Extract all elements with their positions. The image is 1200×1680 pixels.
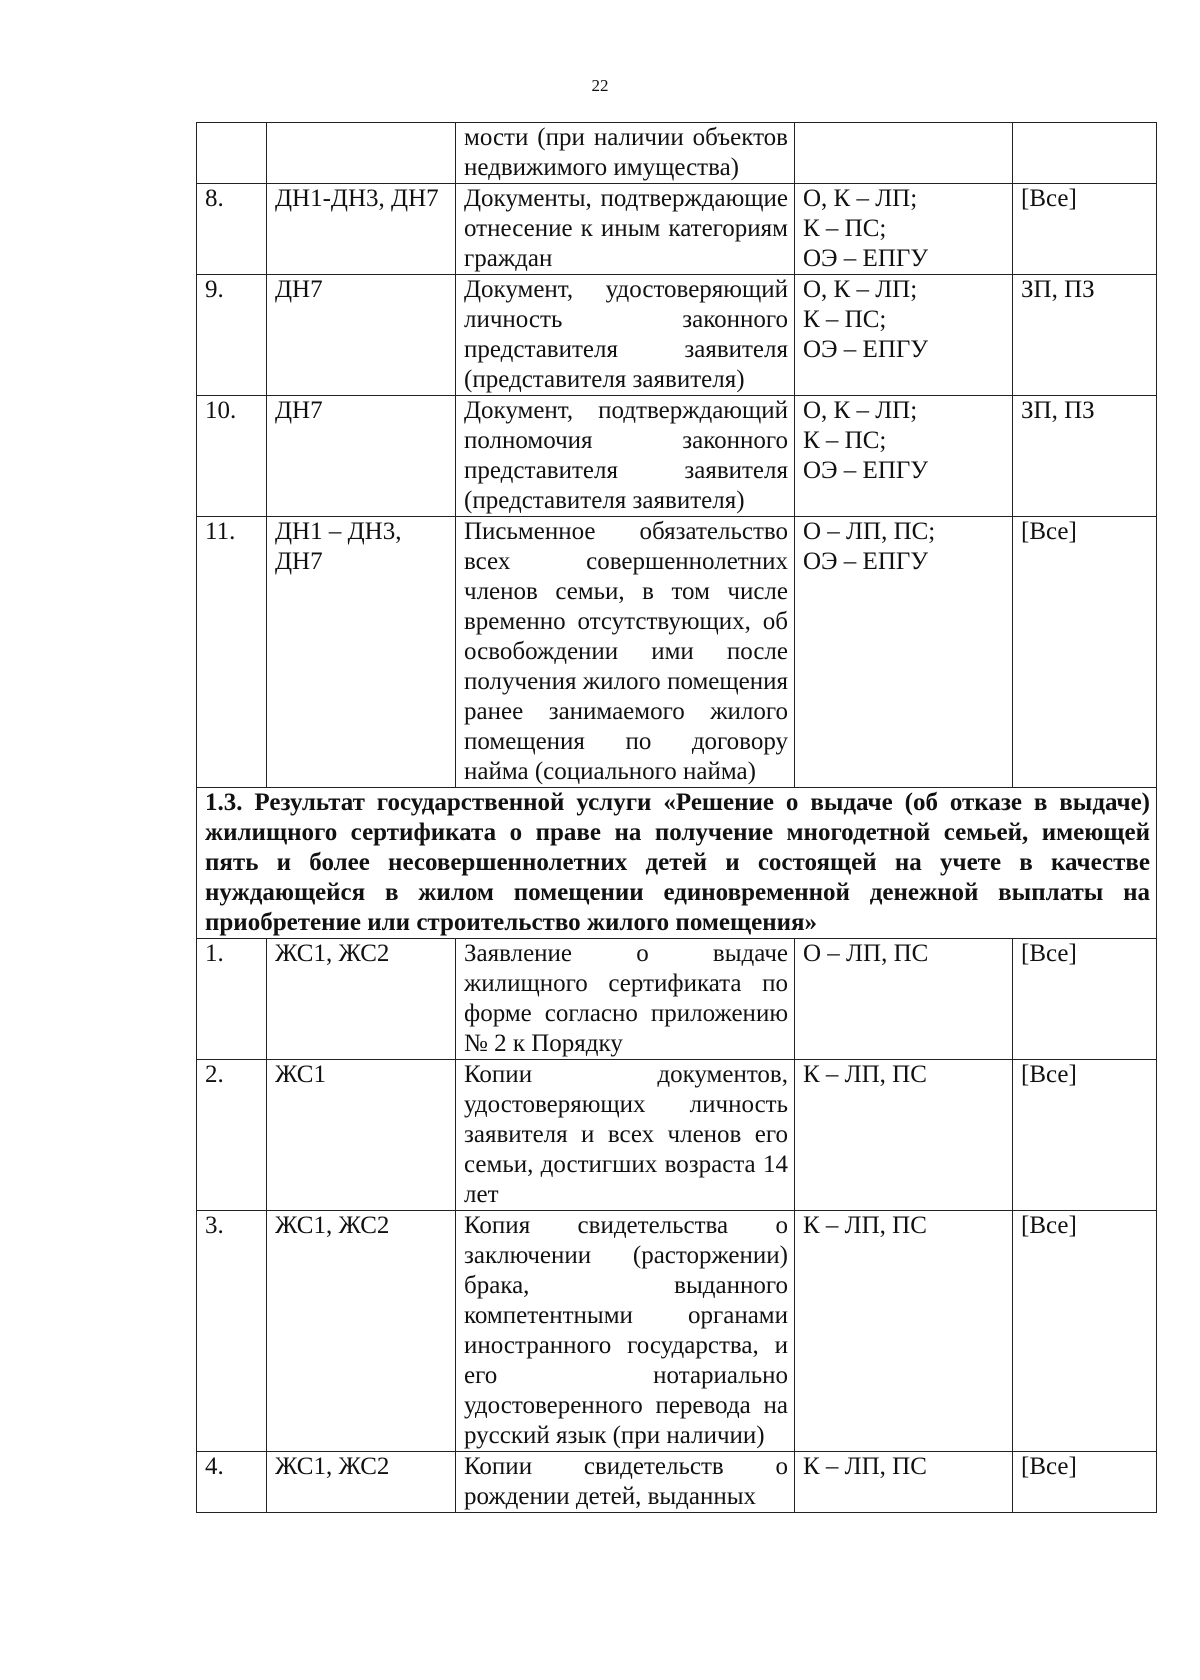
row-codes: ДН1-ДН3, ДН7 (267, 184, 456, 275)
row-codes: ДН7 (267, 396, 456, 517)
row-codes: ЖС1, ЖС2 (267, 939, 456, 1060)
row-submission-method (795, 1211, 1013, 1452)
row-submission-method (795, 517, 1013, 788)
row-codes (267, 123, 456, 184)
table-row (197, 1211, 1157, 1452)
method-line: К – ПС; (803, 215, 887, 242)
row-codes: ДН7 (267, 275, 456, 396)
method-line: К – ЛП, ПС (803, 1061, 927, 1088)
table-row (197, 184, 1157, 275)
row-submission-method (795, 184, 1013, 275)
table-body-bottom (197, 939, 1157, 1513)
row-description: Документ, подтверждающий полномочия законного представителя заявителя (представителя заявителя) (456, 396, 795, 517)
row-number: 3. (197, 1211, 267, 1452)
row-number: 4. (197, 1452, 267, 1513)
row-number: 1. (197, 939, 267, 1060)
method-line: К – ЛП, ПС (803, 1212, 927, 1239)
row-submission-method (795, 1452, 1013, 1513)
method-line: О, К – ЛП; (803, 185, 918, 212)
row-submission-method (795, 396, 1013, 517)
method-line: ОЭ – ЕПГУ (803, 457, 929, 484)
row-applicants (1013, 123, 1157, 184)
method-line: К – ЛП, ПС (803, 1453, 927, 1480)
method-line: О, К – ЛП; (803, 276, 918, 303)
row-applicants: [Все] (1013, 184, 1157, 275)
row-codes: ДН1 – ДН3, ДН7 (267, 517, 456, 788)
row-description: Документ, удостоверяющий личность законного представителя заявителя (представителя заявителя) (456, 275, 795, 396)
row-number: 10. (197, 396, 267, 517)
row-codes: ЖС1 (267, 1060, 456, 1211)
row-description: Копии свидетельств о рождении детей, выданных (456, 1452, 795, 1513)
section-1-3-title: 1.3. Результат государственной услуги «Решение о выдаче (об отказе в выдаче) жилищного сертификата о праве на получение многодетной семьей, имеющей пять и более несовершеннолетних детей и состоящей на учете в качестве нуждающейся в жилом помещении единовременной денежной выплаты на приобретение или строительство жилого помещения» (197, 788, 1157, 939)
row-submission-method (795, 1060, 1013, 1211)
row-submission-method (795, 275, 1013, 396)
row-applicants: [Все] (1013, 1211, 1157, 1452)
row-number: 2. (197, 1060, 267, 1211)
row-number: 11. (197, 517, 267, 788)
method-line: О – ЛП, ПС; (803, 518, 936, 545)
page-number: 22 (591, 76, 609, 95)
row-description: Копия свидетельства о заключении (расторжении) брака, выданного компетентными органами иностранного государства, и его нотариально удостоверенного перевода на русский язык (при наличии) (456, 1211, 795, 1452)
table-row (197, 517, 1157, 788)
table-row (197, 396, 1157, 517)
row-applicants: ЗП, ПЗ (1013, 275, 1157, 396)
table-row (197, 939, 1157, 1060)
row-description: Копии документов, удостоверяющих личность заявителя и всех членов его семьи, достигших возраста 14 лет (456, 1060, 795, 1211)
table-row (197, 1060, 1157, 1211)
row-applicants: [Все] (1013, 1452, 1157, 1513)
row-number (197, 123, 267, 184)
table-row (197, 1452, 1157, 1513)
row-description: Письменное обязательство всех совершеннолетних членов семьи, в том числе временно отсутствующих, об освобождении ими после получения жилого помещения ранее занимаемого жилого помещения по договору найма (социального найма) (456, 517, 795, 788)
row-description: Документы, подтверждающие отнесение к иным категориям граждан (456, 184, 795, 275)
method-line: О – ЛП, ПС (803, 940, 929, 967)
row-applicants: [Все] (1013, 1060, 1157, 1211)
documents-table (196, 122, 1157, 1513)
method-line: К – ПС; (803, 427, 887, 454)
row-codes: ЖС1, ЖС2 (267, 1211, 456, 1452)
row-number: 8. (197, 184, 267, 275)
row-description: мости (при наличии объектов недвижимого имущества) (456, 123, 795, 184)
table-row (197, 123, 1157, 184)
row-applicants: [Все] (1013, 939, 1157, 1060)
section-header-row (197, 788, 1157, 939)
row-submission-method (795, 939, 1013, 1060)
method-line: К – ПС; (803, 306, 887, 333)
method-line: ОЭ – ЕПГУ (803, 245, 929, 272)
method-line: ОЭ – ЕПГУ (803, 336, 929, 363)
method-line: ОЭ – ЕПГУ (803, 548, 929, 575)
table-body-top (197, 123, 1157, 788)
row-submission-method (795, 123, 1013, 184)
row-codes: ЖС1, ЖС2 (267, 1452, 456, 1513)
row-description: Заявление о выдаче жилищного сертификата по форме согласно приложению № 2 к Порядку (456, 939, 795, 1060)
table-row (197, 275, 1157, 396)
method-line: О, К – ЛП; (803, 397, 918, 424)
row-number: 9. (197, 275, 267, 396)
row-applicants: ЗП, ПЗ (1013, 396, 1157, 517)
row-applicants: [Все] (1013, 517, 1157, 788)
section-header-group (197, 788, 1157, 939)
